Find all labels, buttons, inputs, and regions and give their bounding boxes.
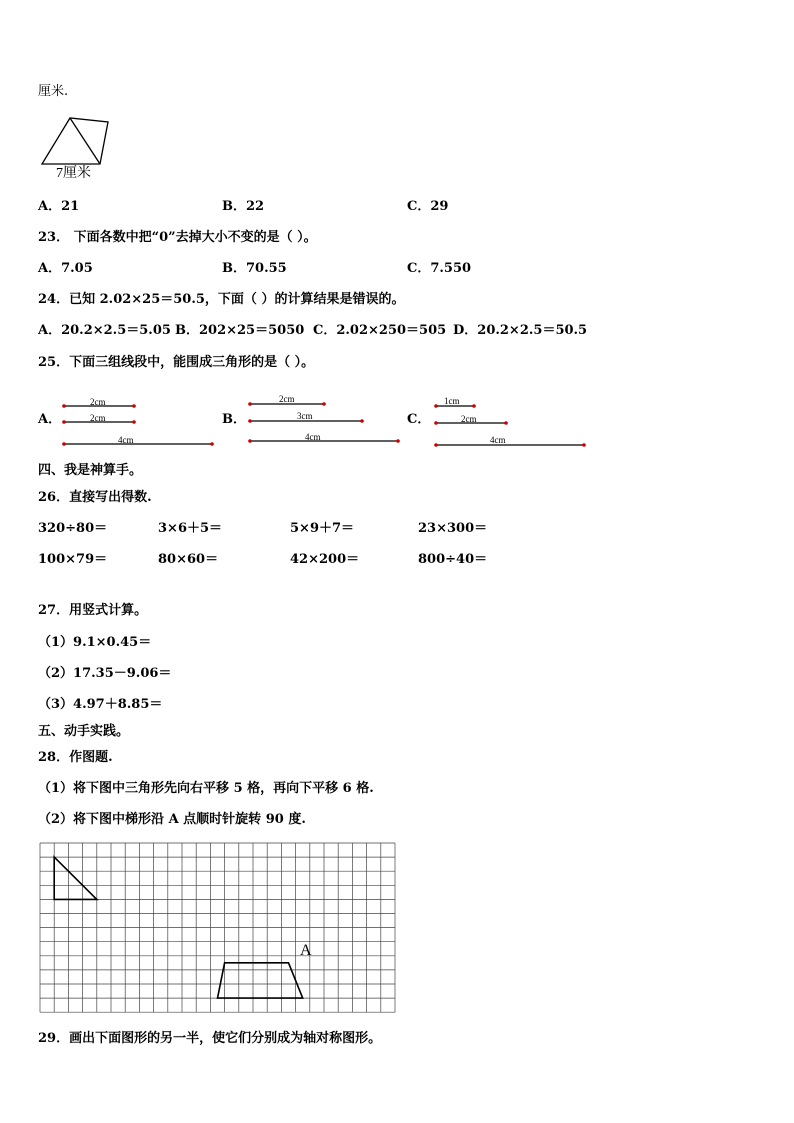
q26-item-1: 320÷80＝ xyxy=(38,521,108,536)
q22-option-c[interactable]: C．29 xyxy=(407,199,449,214)
q26-item-5: 100×79＝ xyxy=(38,552,108,567)
q24-option-d[interactable]: D．20.2×2.5＝50.5 xyxy=(453,323,588,338)
q25-a-seg1-label: 2cm xyxy=(90,397,106,407)
q25-c-seg3-label: 4cm xyxy=(490,435,506,445)
q28-item-2: （2）将下图中梯形沿 A 点顺时针旋转 90 度. xyxy=(38,812,306,827)
q25-b-seg1-label: 2cm xyxy=(279,394,295,404)
section-5-heading: 五、动手实践。 xyxy=(38,724,130,739)
q25-stem: 25．下面三组线段中，能围成三角形的是（ ）。 xyxy=(38,355,315,370)
q26-item-4: 23×300＝ xyxy=(418,521,488,536)
q28-point-label: A xyxy=(300,942,312,959)
q28-triangle xyxy=(54,857,97,899)
grid-lines xyxy=(40,843,395,1012)
q26-item-8: 800÷40＝ xyxy=(418,552,488,567)
q27-stem: 27．用竖式计算。 xyxy=(38,603,148,618)
q24-stem: 24．已知 2.02×25＝50.5，下面（ ）的计算结果是错误的。 xyxy=(38,292,405,307)
q28-trapezoid xyxy=(218,963,303,998)
q26-item-6: 80×60＝ xyxy=(158,552,219,567)
q25-option-b-label[interactable]: B． xyxy=(222,412,246,427)
q26-item-3: 5×9＋7＝ xyxy=(290,521,355,536)
q25-b-seg2-label: 3cm xyxy=(297,411,313,421)
q24-option-c[interactable]: C．2.02×250＝505 xyxy=(313,323,447,338)
q25-option-b-segments xyxy=(246,390,406,450)
q29-stem: 29．画出下面图形的另一半，使它们分别成为轴对称图形。 xyxy=(38,1031,382,1046)
q25-a-seg2-label: 2cm xyxy=(90,413,106,423)
q27-item-2: （2）17.35－9.06＝ xyxy=(38,666,172,681)
q25-option-a-segments xyxy=(60,392,220,452)
q22-figure-label: 7厘米 xyxy=(56,166,91,181)
q23-option-b[interactable]: B．70.55 xyxy=(222,261,287,276)
q26-stem: 26．直接写出得数. xyxy=(38,490,152,505)
q27-item-1: （1）9.1×0.45＝ xyxy=(38,635,152,650)
q22-text-tail: 厘米. xyxy=(38,84,69,99)
q25-a-seg3-label: 4cm xyxy=(118,435,134,445)
q22-option-b[interactable]: B．22 xyxy=(222,199,265,214)
q28-stem: 28．作图题. xyxy=(38,750,113,765)
q27-item-3: （3）4.97＋8.85＝ xyxy=(38,697,163,712)
q22-option-a[interactable]: A．21 xyxy=(38,199,80,214)
q24-option-a[interactable]: A．20.2×2.5＝5.05 xyxy=(38,323,171,338)
q24-option-b[interactable]: B．202×25＝5050 xyxy=(175,323,305,338)
q23-option-c[interactable]: C．7.550 xyxy=(407,261,472,276)
q28-item-1: （1）将下图中三角形先向右平移 5 格，再向下平移 6 格. xyxy=(38,781,374,796)
q25-option-c-label[interactable]: C． xyxy=(407,412,431,427)
q26-item-2: 3×6＋5＝ xyxy=(158,521,223,536)
q23-option-a[interactable]: A．7.05 xyxy=(38,261,93,276)
q25-c-seg2-label: 2cm xyxy=(461,414,477,424)
q26-item-7: 42×200＝ xyxy=(290,552,360,567)
q28-grid xyxy=(40,843,395,1013)
q23-stem: 23． 下面各数中把“0”去掉大小不变的是（ ）。 xyxy=(38,230,317,245)
q25-option-a-label[interactable]: A． xyxy=(38,412,62,427)
q22-figure-parallelogram xyxy=(38,112,118,167)
q25-c-seg1-label: 1cm xyxy=(444,396,460,406)
section-4-heading: 四、我是神算手。 xyxy=(38,463,143,478)
q25-b-seg3-label: 4cm xyxy=(305,432,321,442)
